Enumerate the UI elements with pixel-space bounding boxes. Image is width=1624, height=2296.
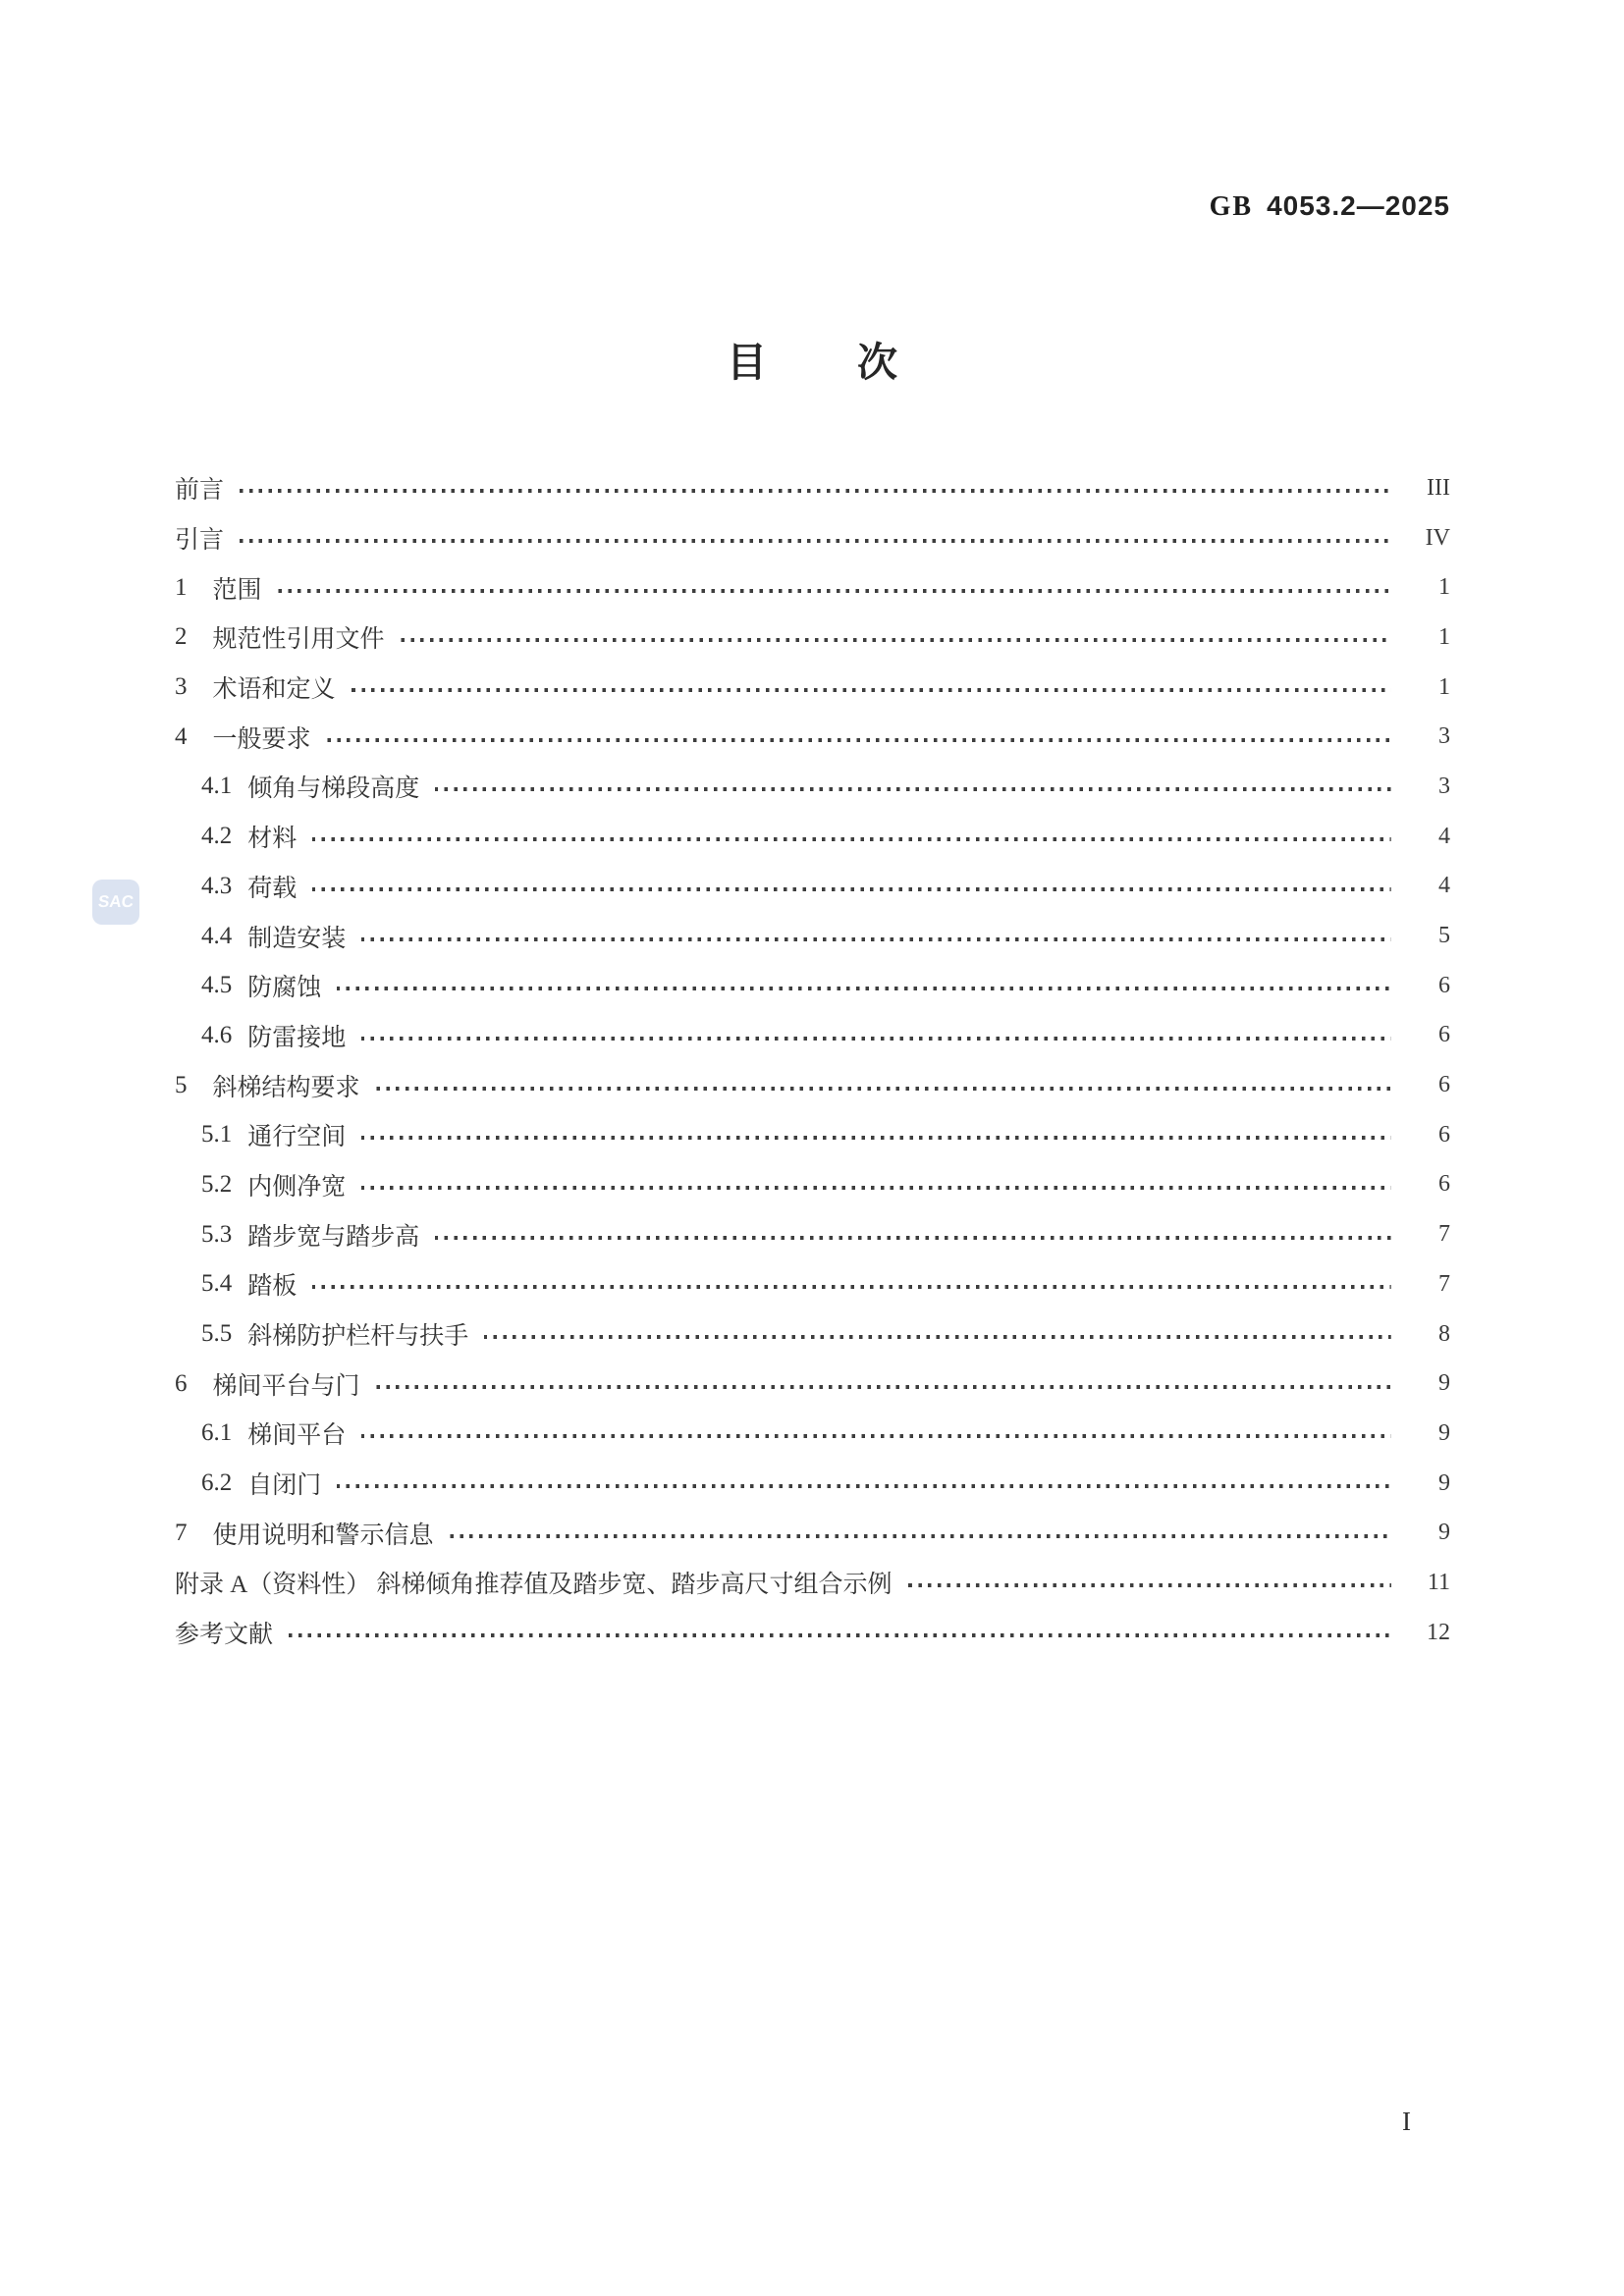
toc-entry-number: 4 [175, 722, 188, 750]
toc-entry [175, 1459, 1450, 1509]
toc-entry [175, 562, 1450, 613]
toc-entry [175, 1359, 1450, 1409]
toc-entry-title: 梯间平台与门 [212, 1372, 360, 1400]
toc-entry [175, 1259, 1450, 1309]
dot-leader [361, 1136, 1391, 1140]
toc-entry-title: 斜梯防护栏杆与扶手 [247, 1323, 469, 1351]
dot-leader [361, 1037, 1391, 1041]
toc-entry-title: 内侧净宽 [247, 1173, 347, 1201]
toc-entry-page-number: 7 [1438, 1221, 1450, 1248]
toc-entry [175, 961, 1450, 1011]
toc-entry-number: 4.4 [201, 922, 233, 949]
toc-entry-number: 2 [175, 623, 188, 651]
toc-entry [175, 1160, 1450, 1210]
toc-entry [175, 812, 1450, 862]
toc-entry [175, 513, 1450, 563]
dot-leader [352, 688, 1391, 692]
page-title-char-1: 目 [727, 340, 767, 385]
toc-entry-page-number: 6 [1438, 1022, 1450, 1048]
sac-watermark-badge [92, 880, 139, 925]
toc-entry [175, 1558, 1450, 1608]
toc-entry [175, 1608, 1450, 1658]
toc-entry-number: 6.1 [201, 1419, 233, 1447]
toc-entry-title: 踏步宽与踏步高 [247, 1223, 420, 1251]
dot-leader [361, 1434, 1391, 1438]
dot-leader [361, 937, 1391, 941]
toc-entry-page-number: 3 [1438, 723, 1450, 750]
toc-entry [175, 862, 1450, 912]
toc-entry-number: 4.5 [201, 972, 233, 999]
toc-entry-title: 使用说明和警示信息 [212, 1522, 434, 1549]
toc-entry-number: 5.4 [201, 1270, 233, 1298]
toc-entry-title: 倾角与梯段高度 [247, 775, 420, 803]
toc-entry-page-number: 9 [1438, 1419, 1450, 1446]
dot-leader [312, 887, 1391, 891]
dot-leader [312, 837, 1391, 841]
dot-leader [376, 1087, 1391, 1091]
toc-entry-number: 5 [175, 1071, 188, 1098]
toc-entry-title: 荷载 [247, 875, 298, 902]
dot-leader [337, 1484, 1391, 1488]
dot-leader [908, 1583, 1391, 1587]
toc-entry-number: 5.5 [201, 1320, 233, 1348]
toc-entry-page-number: 1 [1438, 574, 1450, 601]
toc-entry-title: 斜梯结构要求 [212, 1074, 360, 1101]
toc-entry [175, 712, 1450, 762]
toc-entry-title: 前言 [175, 477, 225, 505]
dot-leader [312, 1285, 1391, 1289]
sac-watermark-label: SAC [97, 892, 135, 911]
toc-entry-title: 参考文献 [175, 1622, 274, 1649]
toc-entry-number: 3 [175, 673, 188, 701]
toc-entry [175, 1209, 1450, 1259]
dot-leader [240, 489, 1391, 493]
toc-entry-title: 引言 [175, 527, 225, 555]
toc-list [175, 463, 1450, 1658]
dot-leader [376, 1385, 1391, 1389]
standard-number-header [1210, 190, 1450, 223]
toc-entry-page-number: IV [1425, 524, 1450, 551]
dot-leader [278, 589, 1391, 593]
toc-entry-number: 7 [175, 1519, 188, 1546]
toc-entry [175, 1110, 1450, 1160]
toc-entry-number: 4.1 [201, 773, 233, 800]
toc-entry-title: 通行空间 [247, 1124, 347, 1151]
toc-entry-page-number: III [1427, 474, 1450, 501]
toc-entry [175, 1060, 1450, 1110]
toc-entry-number: 6 [175, 1369, 188, 1397]
toc-entry-number: 6.2 [201, 1469, 233, 1497]
dot-leader [337, 987, 1391, 990]
toc-entry [175, 663, 1450, 713]
toc-entry-page-number: 1 [1438, 623, 1450, 650]
toc-entry-page-number: 4 [1438, 873, 1450, 899]
toc-entry-page-number: 4 [1438, 823, 1450, 849]
toc-entry-title: 防腐蚀 [247, 975, 322, 1002]
dot-leader [435, 787, 1391, 791]
dot-leader [240, 539, 1391, 543]
toc-entry [175, 911, 1450, 961]
toc-entry-title: 一般要求 [212, 725, 311, 753]
toc-entry [175, 463, 1450, 513]
toc-entry-number: 5.3 [201, 1220, 233, 1248]
toc-entry-page-number: 9 [1438, 1370, 1450, 1397]
toc-entry [175, 1508, 1450, 1558]
toc-entry-number: 4.3 [201, 872, 233, 899]
standard-edition-number: 4053.2—2025 [1267, 190, 1450, 221]
toc-entry-page-number: 8 [1438, 1320, 1450, 1347]
page-title [0, 330, 1624, 388]
toc-entry-page-number: 11 [1427, 1569, 1450, 1595]
toc-entry-page-number: 7 [1438, 1270, 1450, 1297]
toc-entry-number: 4.6 [201, 1021, 233, 1048]
toc-entry-number: 5.1 [201, 1121, 233, 1148]
toc-entry [175, 762, 1450, 812]
toc-entry-title: 防雷接地 [247, 1024, 347, 1051]
dot-leader [401, 638, 1391, 642]
toc-entry [175, 613, 1450, 663]
toc-entry-title: 踏板 [247, 1273, 298, 1301]
toc-entry-number: 4.2 [201, 823, 233, 850]
toc-entry-title: 材料 [247, 826, 298, 853]
toc-entry-page-number: 6 [1438, 972, 1450, 998]
toc-entry [175, 1011, 1450, 1061]
toc-entry-title: 自闭门 [247, 1472, 322, 1500]
toc-entry-page-number: 12 [1427, 1619, 1450, 1645]
dot-leader [327, 738, 1391, 742]
dot-leader [450, 1534, 1391, 1538]
toc-entry-page-number: 6 [1438, 1121, 1450, 1148]
toc-entry [175, 1409, 1450, 1459]
toc-entry-page-number: 1 [1438, 673, 1450, 700]
toc-entry-title: 规范性引用文件 [212, 626, 385, 654]
dot-leader [361, 1186, 1391, 1190]
toc-entry-title: 制造安装 [247, 925, 347, 952]
toc-entry [175, 1309, 1450, 1360]
dot-leader [484, 1335, 1391, 1339]
toc-entry-page-number: 9 [1438, 1469, 1450, 1496]
toc-entry-page-number: 5 [1438, 923, 1450, 949]
dot-leader [435, 1236, 1391, 1240]
toc-entry-title: 梯间平台 [247, 1422, 347, 1450]
toc-entry-page-number: 6 [1438, 1171, 1450, 1198]
standard-code: GB [1209, 191, 1254, 222]
dot-leader [289, 1633, 1391, 1637]
toc-entry-number: 1 [175, 573, 188, 601]
toc-entry-title: 附录 A（资料性） 斜梯倾角推荐值及踏步宽、踏步高尺寸组合示例 [175, 1572, 893, 1599]
toc-entry-page-number: 6 [1438, 1072, 1450, 1098]
toc-entry-page-number: 9 [1438, 1520, 1450, 1546]
footer-page-number: I [1402, 2107, 1411, 2136]
toc-entry-title: 范围 [212, 576, 262, 604]
toc-entry-number: 5.2 [201, 1170, 233, 1198]
toc-entry-title: 术语和定义 [212, 676, 336, 704]
toc-entry-page-number: 3 [1438, 773, 1450, 799]
page-title-char-2: 次 [857, 340, 897, 385]
